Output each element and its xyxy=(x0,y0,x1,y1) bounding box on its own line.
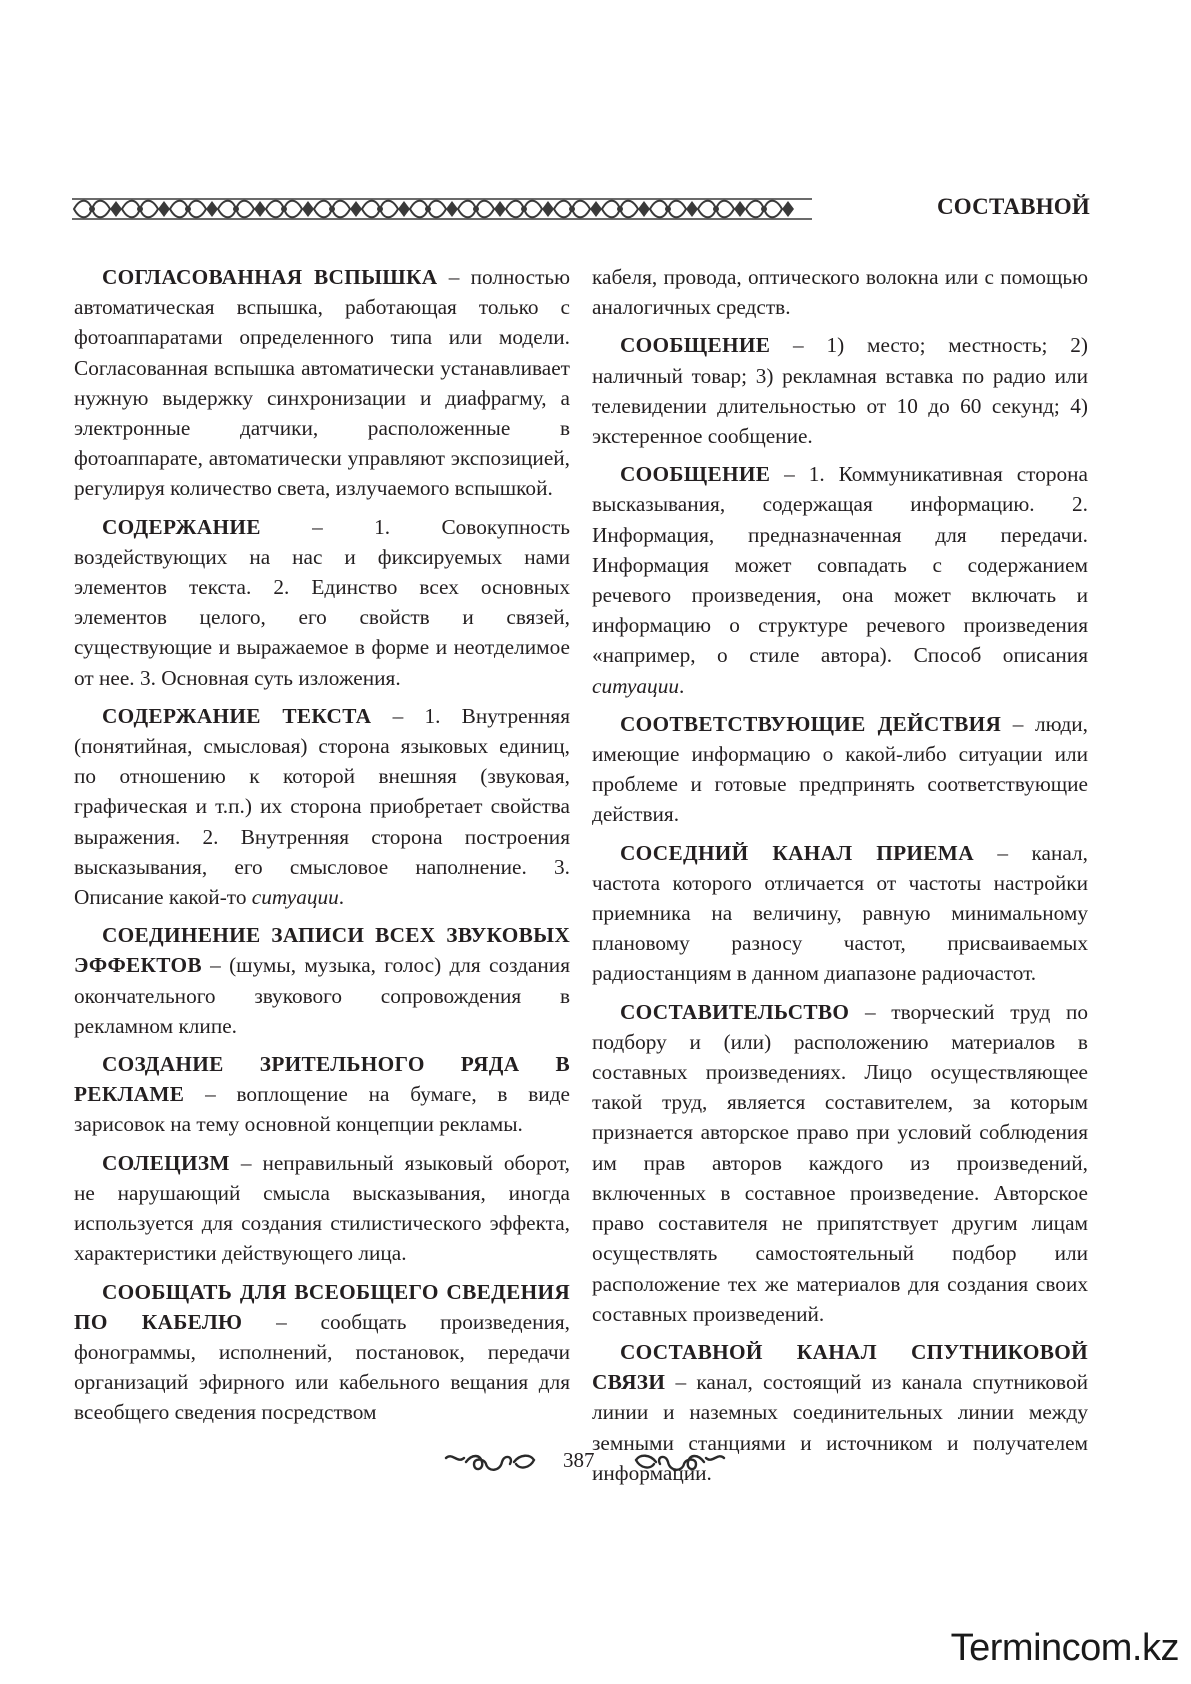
entry-definition: – канал, частота которого отличается от частоты настройки приемника на величину, равную минимальному плановому разносу частот, присваиваемых радиостанциям в данном диапазоне радиочастот. xyxy=(592,840,1088,986)
entry-term: СООБЩЕНИЕ xyxy=(620,462,771,487)
entry-italic: ситуации xyxy=(592,673,679,698)
entry-definition: – 1) место; местность; 2) наличный товар; 3) рекламная вставка по радио или телевидении длительностью от 10 до 60 секунд; 4) экстеренное сообщение. xyxy=(592,333,1088,449)
entry-italic: ситуации xyxy=(251,885,339,910)
right-column xyxy=(592,262,1088,1496)
dictionary-entry xyxy=(74,920,570,1041)
entry-definition: – неправильный языковый оборот, не нарушающий смысла высказывания, иногда используется для создания стилистического эффекта, характеристики действующего лица. xyxy=(74,1150,570,1266)
entry-term: СООБЩЕНИЕ xyxy=(620,333,771,358)
left-column xyxy=(74,262,570,1436)
entry-term: СОСЕДНИЙ КАНАЛ ПРИЕМА xyxy=(620,840,974,865)
entry-term: СОЕДИНЕНИЕ ЗАПИСИ ВСЕХ ЗВУКОВЫХ ЭФФЕКТОВ xyxy=(74,923,570,978)
swirl-ornament-icon xyxy=(444,1450,536,1474)
dictionary-entry xyxy=(74,512,570,693)
watermark-text: Termincom.kz xyxy=(950,1627,1179,1669)
entry-definition: – 1. Внутренняя (понятийная, смысловая) сторона языковых единиц, по отношению к которой внешняя (звуковая, графическая и т.п.) их сторона приобретает свойства выражения. 2. Внутренняя сторона построения высказывания, его смысловое наполнение. 3. Описание какой-то xyxy=(74,703,570,910)
entry-term: СОСТАВИТЕЛЬСТВО xyxy=(620,999,850,1024)
dictionary-entry xyxy=(74,701,570,912)
dictionary-entry xyxy=(74,1277,570,1428)
entry-continuation: кабеля, провода, оптического волокна или с помощью аналогичных средств. xyxy=(592,265,1088,320)
entry-term: СООТВЕТСТВУЮЩИЕ ДЕЙСТВИЯ xyxy=(620,711,1002,736)
dictionary-entry xyxy=(592,997,1088,1329)
page-footer xyxy=(0,1448,1191,1478)
page-header xyxy=(72,190,1090,230)
entry-term: СОЛЕЦИЗМ xyxy=(102,1150,230,1175)
entry-definition: – 1. Совокупность воздействующих на нас и фиксируемых нами элементов текста. 2. Единство всех основных элементов целого, его свойств и связей, существующие и выражаемое в форме и неотделимое от нее. 3. Основная суть изложения. xyxy=(74,514,570,690)
dictionary-entry xyxy=(592,330,1088,451)
entry-term: СОГЛАСОВАННАЯ ВСПЫШКА xyxy=(102,265,438,289)
entry-definition: – полностью автоматическая вспышка, работающая только с фотоаппаратами определенного типа или модели. Согласованная вспышка автоматически устанавливает нужную выдержку синхронизации и диафрагму, а электронные датчики, расположенные в фотоаппарате, автоматически управляют экспозицией, регулируя количество света, излучаемого вспышкой. xyxy=(74,265,570,501)
dictionary-entry xyxy=(592,709,1088,830)
entry-term: СОДЕРЖАНИЕ xyxy=(102,514,261,539)
page-number: 387 xyxy=(563,1448,595,1472)
entry-definition: – (шумы, музыка, голос) для создания окончательного звукового сопровождения в рекламном клипе. xyxy=(74,953,570,1038)
entry-definition: – 1. Коммуникативная сторона высказывания, содержащая информацию. 2. Информация, предназначенная для передачи. Информация может совпадать с содержанием речевого произведения, она может включать и информацию о структуре речевого произведения «например, о стиле автора). Способ описания xyxy=(592,462,1088,668)
site-watermark-logo xyxy=(951,1627,1179,1670)
dictionary-entry xyxy=(74,1148,570,1269)
running-head: СОСТАВНОЙ xyxy=(936,194,1090,219)
dictionary-entry xyxy=(74,262,570,504)
entry-definition: – воплощение на бумаге, в виде зарисовок на тему основной концепции рекламы. xyxy=(74,1082,570,1137)
entry-term: СООБЩАТЬ ДЛЯ ВСЕОБЩЕГО СВЕДЕНИЯ ПО КАБЕЛЮ xyxy=(74,1279,570,1334)
ornament-band-icon xyxy=(72,196,812,222)
dictionary-entry xyxy=(592,838,1088,989)
entry-term: СОСТАВНОЙ КАНАЛ СПУТНИКОВОЙ СВЯЗИ xyxy=(592,1339,1088,1395)
swirl-ornament-icon xyxy=(634,1450,726,1474)
entry-definition: – сообщать произведения, фонограммы, исполнений, постановок, передачи организаций эфирного или кабельного вещания для всеобщего сведения посредством xyxy=(74,1309,570,1425)
entry-term: СОДЕРЖАНИЕ ТЕКСТА xyxy=(102,703,372,728)
entry-definition: – люди, имеющие информацию о какой-либо ситуации или проблеме и готовые предпринять соответствующие действия. xyxy=(592,711,1088,827)
entry-definition: – канал, состоящий из канала спутниковой линии и наземных соединительных линии между земными станциями и источником и получателем информации. xyxy=(592,1370,1088,1485)
entry-term: СОЗДАНИЕ ЗРИТЕЛЬНОГО РЯДА В РЕКЛАМЕ xyxy=(74,1052,570,1107)
dictionary-entry xyxy=(74,1049,570,1140)
dictionary-entry xyxy=(592,459,1088,701)
entry-tail: . xyxy=(679,673,685,698)
entry-definition: – творческий труд по подбору и (или) расположению материалов в составных произведениях. Лицо осуществляющее такой труд, является составителем, за которым признается авторское право при условий соблюдения им прав авторов каждого из произведений, включенных в составное произведение. Авторское право составителя не припятствует другим лицам осуществлять самостоятельный подбор или расположение тех же материалов для создания своих составных произведений. xyxy=(592,999,1088,1326)
entry-tail: . xyxy=(338,885,345,910)
